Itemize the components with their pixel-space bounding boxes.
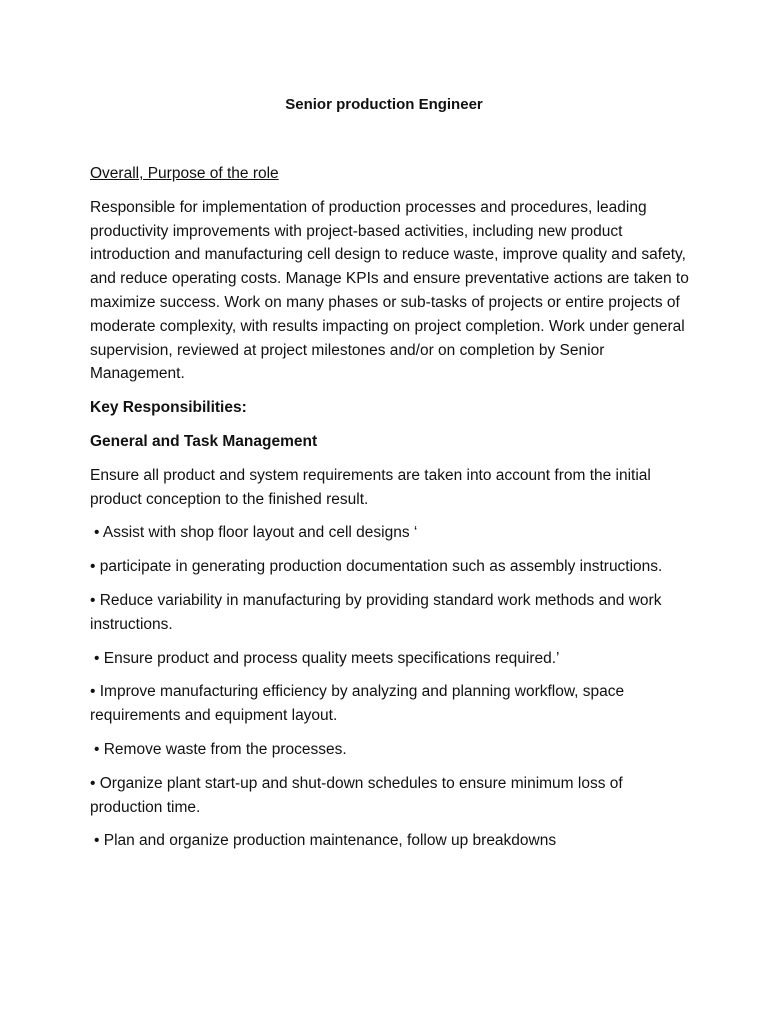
bullet-item: • Improve manufacturing efficiency by analyzing and planning workflow, space requirements and equipment layout.	[90, 683, 625, 725]
document-body	[90, 162, 690, 863]
general-task-heading: General and Task Management	[90, 432, 318, 450]
bullet-item: • Assist with shop floor layout and cell designs ‘	[94, 524, 418, 542]
purpose-paragraph: Responsible for implementation of production processes and procedures, leading productivity improvements with project-based activities, including new product introduction and manufacturing cell design to reduce waste, improve quality and safety, and reduce operating costs. Manage KPIs and ensure preventative actions are taken to maximize success. Work on many phases or sub-tasks of projects or entire projects of moderate complexity, with results impacting on project completion. Work under general supervision, reviewed at project milestones and/or on completion by Senior Management.	[90, 198, 689, 383]
general-intro-paragraph: Ensure all product and system requirements are taken into account from the initial product conception to the finished result.	[90, 466, 651, 508]
bullet-item: • Plan and organize production maintenance, follow up breakdowns	[94, 832, 557, 850]
bullet-item: • Ensure product and process quality meets specifications required.’	[94, 649, 560, 667]
bullet-item: • Remove waste from the processes.	[94, 740, 347, 758]
key-responsibilities-heading: Key Responsibilities:	[90, 399, 247, 417]
bullet-item: • participate in generating production documentation such as assembly instructions.	[90, 558, 663, 576]
purpose-heading: Overall, Purpose of the role	[90, 165, 279, 182]
document-title: Senior production Engineer	[285, 96, 483, 113]
bullet-item: • Reduce variability in manufacturing by providing standard work methods and work instructions.	[90, 591, 662, 633]
bullet-item: • Organize plant start-up and shut-down schedules to ensure minimum loss of production time.	[90, 774, 623, 816]
